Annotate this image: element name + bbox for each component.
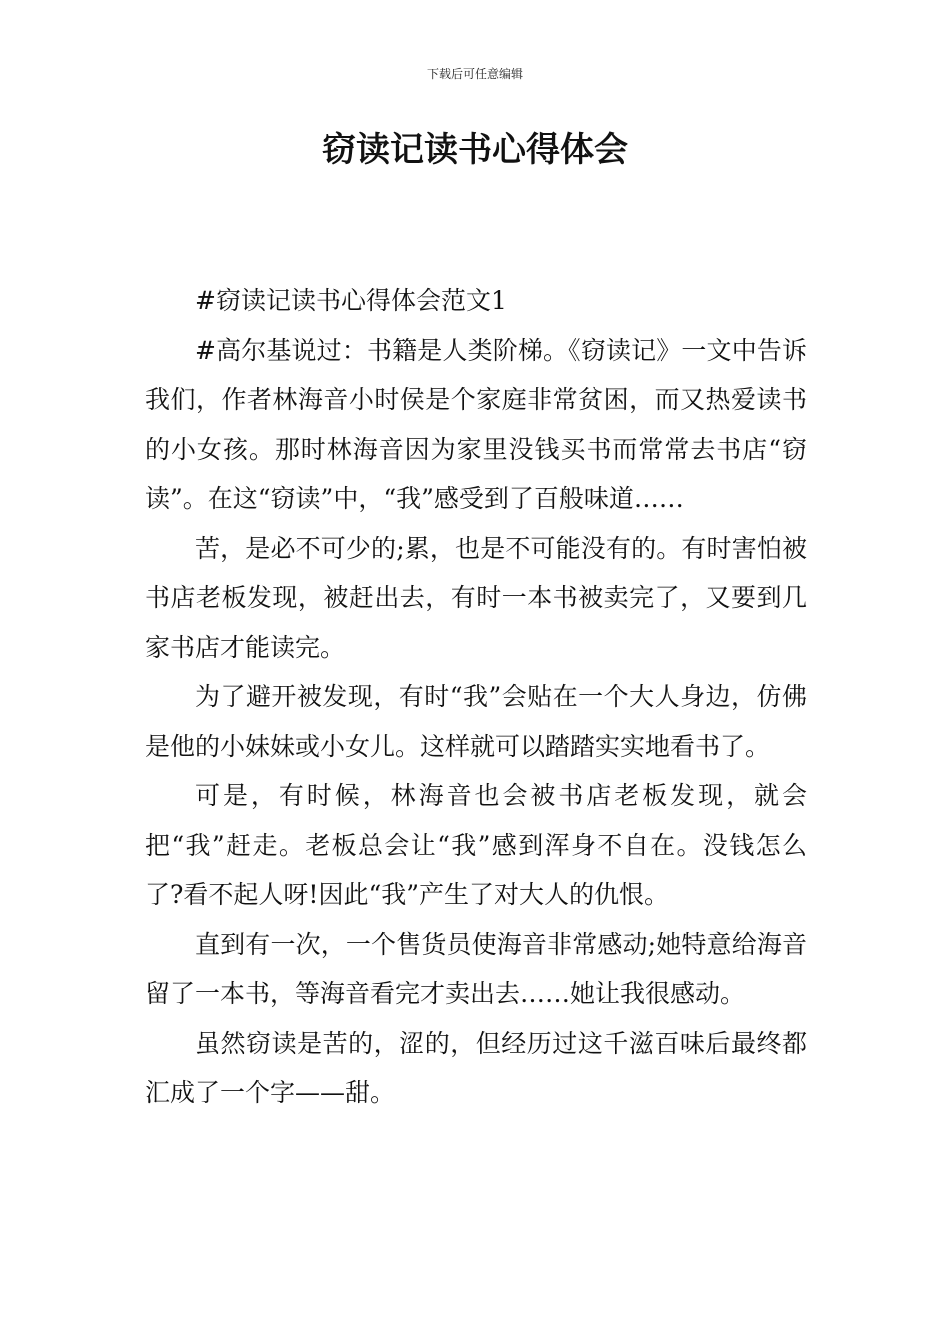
- paragraph-subtitle: #窃读记读书心得体会范文1: [195, 286, 507, 315]
- paragraph: 苦，是必不可少的;累，也是不可能没有的。有时害怕被书店老板发现，被赶出去，有时一本书被卖完了，又要到几家书店才能读完。: [145, 533, 807, 662]
- paragraph: #高尔基说过：书籍是人类阶梯。《窃读记》一文中告诉我们，作者林海音小时侯是个家庭非常贫困，而又热爱读书的小女孩。那时林海音因为家里没钱买书而常常去书店“窃读”。在这“窃读”中，“我”感受到了百般味道……: [145, 335, 807, 513]
- paragraph: 直到有一次，一个售货员使海音非常感动;她特意给海音留了一本书，等海音看完才卖出去……她让我很感动。: [145, 929, 807, 1008]
- document-title: 窃读记读书心得体会: [322, 130, 628, 170]
- paragraph: 虽然窃读是苦的，涩的，但经历过这千滋百味后最终都汇成了一个字——甜。: [145, 1028, 807, 1107]
- document-body: [145, 276, 807, 1118]
- paragraph: 可是，有时候，林海音也会被书店老板发现，就会把“我”赶走。老板总会让“我”感到浑身不自在。没钱怎么了?看不起人呀!因此“我”产生了对大人的仇恨。: [145, 781, 807, 909]
- header-note: 下载后可任意编辑: [426, 67, 523, 81]
- paragraph: 为了避开被发现，有时“我”会贴在一个大人身边，仿佛是他的小妹妹或小女儿。这样就可以踏踏实实地看书了。: [145, 682, 807, 761]
